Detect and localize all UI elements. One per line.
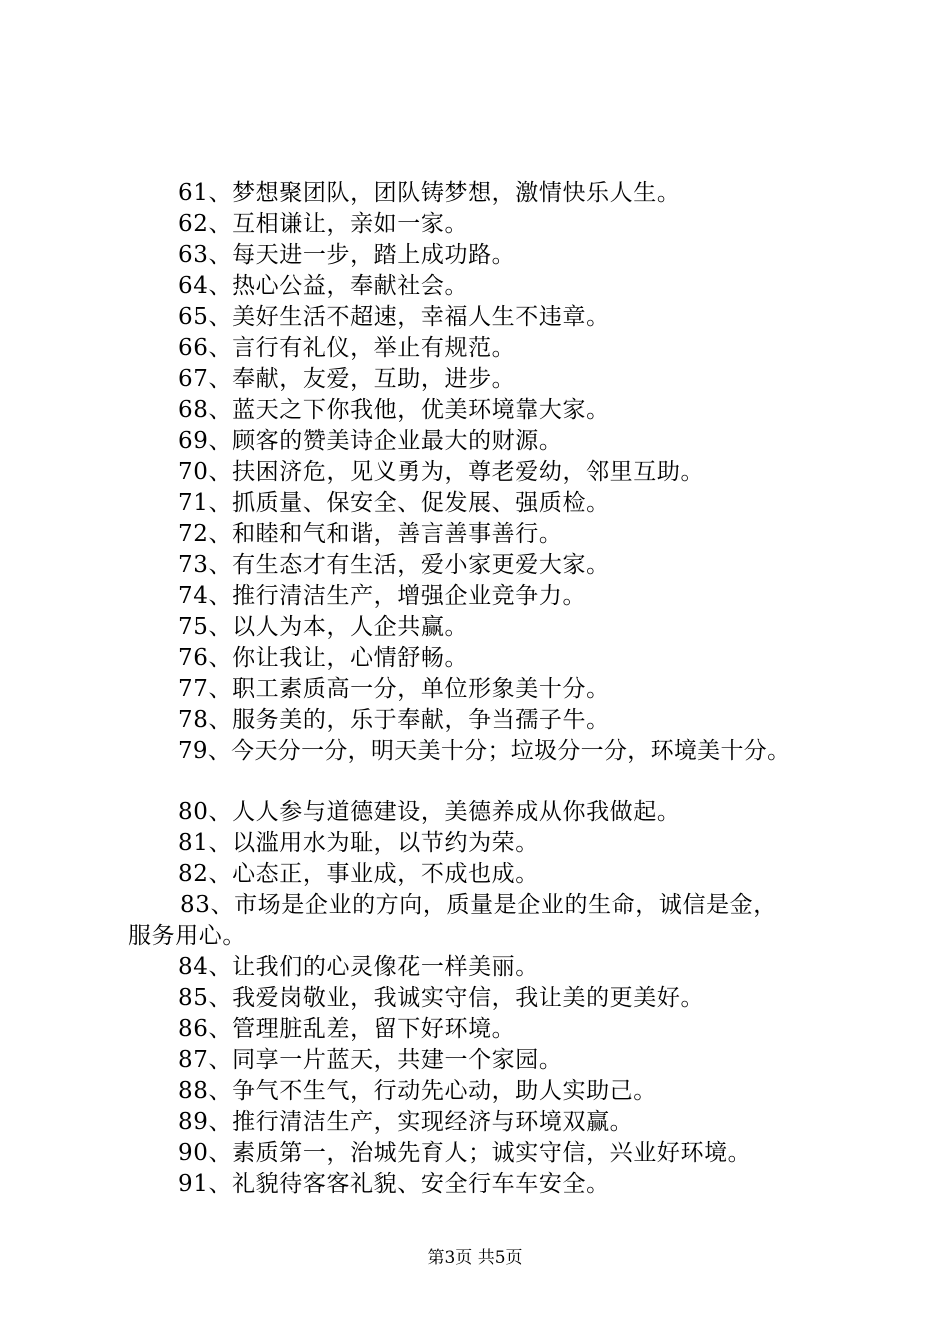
slogan-line: 64、热心公益，奉献社会。 [178,273,469,299]
slogan-line: 90、素质第一，治城先育人；诚实守信，兴业好环境。 [178,1140,752,1166]
slogan-line: 72、和睦和气和谐，善言善事善行。 [178,521,563,547]
slogan-line: 66、言行有礼仪，举止有规范。 [178,335,516,361]
slogan-line: 70、扶困济危，见义勇为，尊老爱幼，邻里互助。 [178,459,705,485]
slogan-line: 88、争气不生气，行动先心动，助人实助己。 [178,1078,657,1104]
slogan-line: 61、梦想聚团队，团队铸梦想，激情快乐人生。 [178,180,681,206]
slogan-line: 87、同享一片蓝天，共建一个家园。 [178,1047,563,1073]
slogan-line: 65、美好生活不超速，幸福人生不违章。 [178,304,610,330]
slogan-line: 68、蓝天之下你我他，优美环境靠大家。 [178,397,610,423]
slogan-line-continuation: 服务用心。 [128,923,246,949]
slogan-line: 69、顾客的赞美诗企业最大的财源。 [178,428,563,454]
slogan-line: 71、抓质量、保安全、促发展、强质检。 [178,490,610,516]
slogan-line: 73、有生态才有生活，爱小家更爱大家。 [178,552,610,578]
slogan-line: 85、我爱岗敬业，我诚实守信，我让美的更美好。 [178,985,705,1011]
slogan-line: 79、今天分一分，明天美十分；垃圾分一分，环境美十分。 [178,738,791,764]
slogan-line: 82、心态正，事业成，不成也成。 [178,861,539,887]
slogan-line: 78、服务美的，乐于奉献，争当孺子牛。 [178,707,610,733]
slogan-line: 62、互相谦让，亲如一家。 [178,211,469,237]
page-footer: 第3页 共5页 [427,1248,523,1268]
slogan-line: 89、推行清洁生产，实现经济与环境双赢。 [178,1109,634,1135]
slogan-line: 63、每天进一步，踏上成功路。 [178,242,516,268]
slogan-line: 84、让我们的心灵像花一样美丽。 [178,954,539,980]
slogan-line: 74、推行清洁生产，增强企业竞争力。 [178,583,587,609]
slogan-line: 77、职工素质高一分，单位形象美十分。 [178,676,610,702]
slogan-line: 76、你让我让，心情舒畅。 [178,645,469,671]
slogan-line: 75、以人为本，人企共赢。 [178,614,469,640]
slogan-line: 80、人人参与道德建设，美德养成从你我做起。 [178,799,681,825]
slogan-line: 67、奉献，友爱，互助，进步。 [178,366,516,392]
slogan-line: 86、管理脏乱差，留下好环境。 [178,1016,516,1042]
slogan-line: 83、市场是企业的方向，质量是企业的生命，诚信是金， [180,892,777,918]
slogan-line: 81、以滥用水为耻，以节约为荣。 [178,830,539,856]
slogan-line: 91、礼貌待客客礼貌、安全行车车安全。 [178,1171,610,1197]
